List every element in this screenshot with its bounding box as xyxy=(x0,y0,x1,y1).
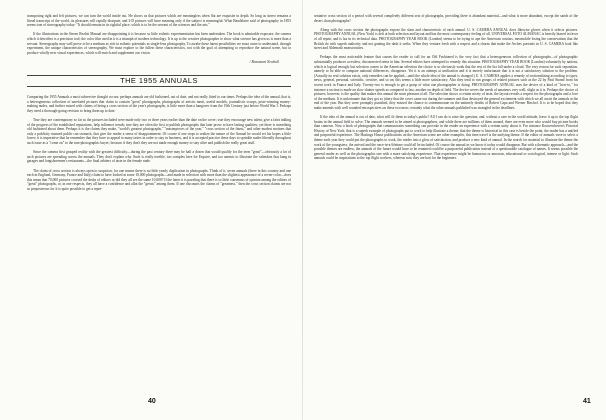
paragraph: sentative cross section of a period with several completely different sets of photographs, providing there is abundant material—and what is more abundant, except the sands of the desert, than photographs? xyxy=(314,14,578,23)
paragraph: Along with the cross section the photographs expose the slant and characteristic of each annual. U. S. CAMERA ANNUAL does likewise gloves when it selects pictures. PHOTOGRAPHY ANNUAL (New York) is deft at both selection and layout and has the most contemporary feeling of all. UNIVERSAL FOTO ALMANAC is heavily biased in favor of all repair, and is lax in its technical data. PHOTOGRAPHY YEAR BOOK (London) seems to be trying to ape the American cousins, meanwhile losing the conservatism that the British do with superb authority and not gaining the dash it seeks. When they venture fresh with a respect and a charm that make the Arches portraits in U. S. CAMERA look like street and Aldenrath monstrosities. xyxy=(314,27,578,51)
author-signature: / Beaumont Newhall xyxy=(249,59,279,64)
section-heading: THE 1955 ANNUALS xyxy=(27,75,291,88)
paragraph: transposing right and left pictures, we can turn the world inside out. He shows us that pictures which are meaningless when flat are exquisite in depth. So long as stereo remains a literal transcript of the world, its pleasures will rapidly dissipate, and 3-D pictures will have meaning only if the subject is meaningful. What Baudelaire said of photography in 1855 seems true of stereography today: "It should remain in its rightful place, which is to be the servant of the sciences and the arts." xyxy=(27,14,291,28)
paragraph: If the idea of the annual is out of date, what will fit them to today's public? All I can do is raise the question, and, without a care in the world attitude, leave it up to the top flight brains in the annual field to solve. The annuals seemed to be aimed at photographers, and while there are millions of them around, there are even more who would buy picture books than cameras. Now a book of photographs that communicates something can provoke in the reader an experience with a certain unity about it. For instance Kouwenhoven's Pictorial History of New York, that is a superb example of photographs put to work to help illustrate a theme; that the theme is historical in this case is beside the point, the reader has a unified and purposeful experience. The Hastings House publications on the American scene are other examples, this time travel is the unifying theme. If the editor of annuals were to select a theme each year they could put the photographs to work, the reader into a glow of satisfaction, and produce a new kind of annual. In the search for material to illustrate the theme the work of the youngsters, the arrived and the once-in-a-lifetime could all be included. Of course the annual as we know it today would disappear. But with a thematic approach—and the possible themes are endless, the annuals of the future would have to be renamed could be a purposeful publication instead of a questionable catalogue of names. It seems possible the general reader as well as the photographic one with a more satisfying experience. That experience might be humorous or amorous, educational or sociological, intense or light. Such annuals could be inspirations to the top flight workers, whereas now they are bait for the beginners. xyxy=(314,115,578,161)
paragraph: If the illustrations in the Stereo Realist Manual are disappointing it is because so little esthetic experimentation has been undertaken. The book is admirable exposure, the camera which it describes is a precision tool; the color film used in it is a triumph of modern technology. It is up to the creative photographer to show what science has given us is more than a servant. Stereography may well prove to be a medium as rich in esthetic potentials as single-lens photography. To awake these latent possibilities we must come to understand, through experiment, the unique characteristics of stereography. We must explore to the fullest these characteristics, not with the goal of attempting to reproduce the natural scene, but to produce wholly new visual experiences, which will enrich and supplement our vision. xyxy=(27,32,291,55)
page-gutter xyxy=(302,0,303,420)
paragraph: Perhaps the most noticeable feature that causes the reader to call for an Old Fashioned is the very fact that a heterogeneous collection of photographs—of photographic substantially produces a restless, disconnected sense in him. Several editors have attempted to remedy this situation. PHOTOGRAPHY YEAR BOOK (London) voluntarily by nations, which is logical enough; but selection comes to the American selection the choice is so obviously weak that the rest of the list fall under a cloud. The very reason for such separation, namely to be able to compare national differences, disappears. Yet it is an attempt at unification and it is merely unfortunate that it is not a satisfactory solution to the problem. (Actually no real solution exists, only remedies can be applied—until the whole idea of the annual is changed.) U. S. CAMERA applies a remedy of sectionalizing according to types, news, general, personal, scientific, creative, and so on; this seems a little more satisfactory. Also they tend to run groups of related pictures such as the 22 by Paul Strand from his recent work in France and Italy. Twenty-two is enough to get a grasp of what one photographer is doing. PHOTOGRAPHY ANNUAL uses the device of a kind of "how-to," for instance a section is made on slow shutter speeds as compared to fast, another on depth of field. The device serves the needs of amateurs very well, slight as it is. Perhaps the choice of pictures, however, is the quality that makes this annual the most pleasant of all. The selection shows a certain nicety of taste, the layout reveals a respect for the photographs and a love of the medium. It is unfortunate that they got so jittery that the cover came out during the summer and thus destroyed the general excitement with which we all await the annuals at the end of the year. But they were promptly punished, they missed the chance to commemorate on the untimely deaths of Robert Capa and Werner Bischof. It is to be hoped that they make amends with well rounded retrospectives on these two men; certainly what the other annuals published was strangled in the deadlines. xyxy=(314,55,578,110)
page-number-right: 41 xyxy=(583,398,591,405)
paragraph: The claim of cross section is always open to suspicion, for one means there is no little yearly duplication in photographs. Think of it, seven annuals (three in this country and one each in England, Germany, France and Italy) claim to have looked at some 10,000 photographs—and made in selection with more than the slightest appearance of a seven-color—does this mean that 70,000 pictures crossed the desks of editors or did they all see the same 10,000? If the latter it is puzzling that there is so little consensus of opinion among the editors of "great" photographs, or, in one respects, they all have a confidence and allot the "greats" among them. If one discounts the claims of "greatness," then the cross section claims are not so preposterous for it is quite possible to get a repre- xyxy=(27,168,291,191)
page-number-left: 40 xyxy=(148,398,156,405)
paragraph: Since the camera first grasped reality with the greatest difficulty—during the past century there may be half a dozen that would qualify for the term "great"—obviously a lot of such pictures are spreading across the annuals. They don't explain why. Such is really terrible, too complex here for Esquire, and too anemic to illustrate the calendars that hang in garages and longshoremen's restaurants—the final arbiters of taste in the female nude. xyxy=(27,150,291,164)
paragraph: True they are contemporary so far as the pictures included were made only two or three years earlier than the date on the cover; true they encourage new talent, give a faint inkling of the progress of the established reputations, help influence trends; true they are often the first to publish photographs that later prove to have lasting qualities; yet there is something old fashioned about them. Perhaps it is the claims they make, "world's greatest photographs," "masterpieces of the year," "cross section of the finest," and other modest mottoes that only a publicity stunned public can stomach, that give the reader a sense of disappointment. Of course if one stops to realize the nature of the Annual he would set his hopes a little lower; it is imperative that he remember that they have to appeal to many tastes in order to stay in business, and it is accepted practice these days to sprinkle nudes liberally throughout such issue as a "come on" to the non-photographic buyer; because if they don't they are not made enough money to stay alive and publish the really great stuff. xyxy=(27,118,291,146)
paragraph: Comparing the 1955 Annuals a most subversive thought occurs: perhaps annuals are old fashioned, out of date, and not really fitted to our times. Perhaps the idea of the annual, that is, a heterogeneous collection of unrelated pictures that claim to contain "great" photographs, photographs of artistic merit, useful models, journalistic scoops, prize-winning money-making nudes, and further mixed with claims of being a cross section of the year's photographs, is little more than a hangover from the 19th Century just before World War I. Perhaps they need a thorough-going revision to bring them up to date. xyxy=(27,95,291,113)
left-page-column xyxy=(27,14,291,406)
right-page-column xyxy=(314,14,578,406)
